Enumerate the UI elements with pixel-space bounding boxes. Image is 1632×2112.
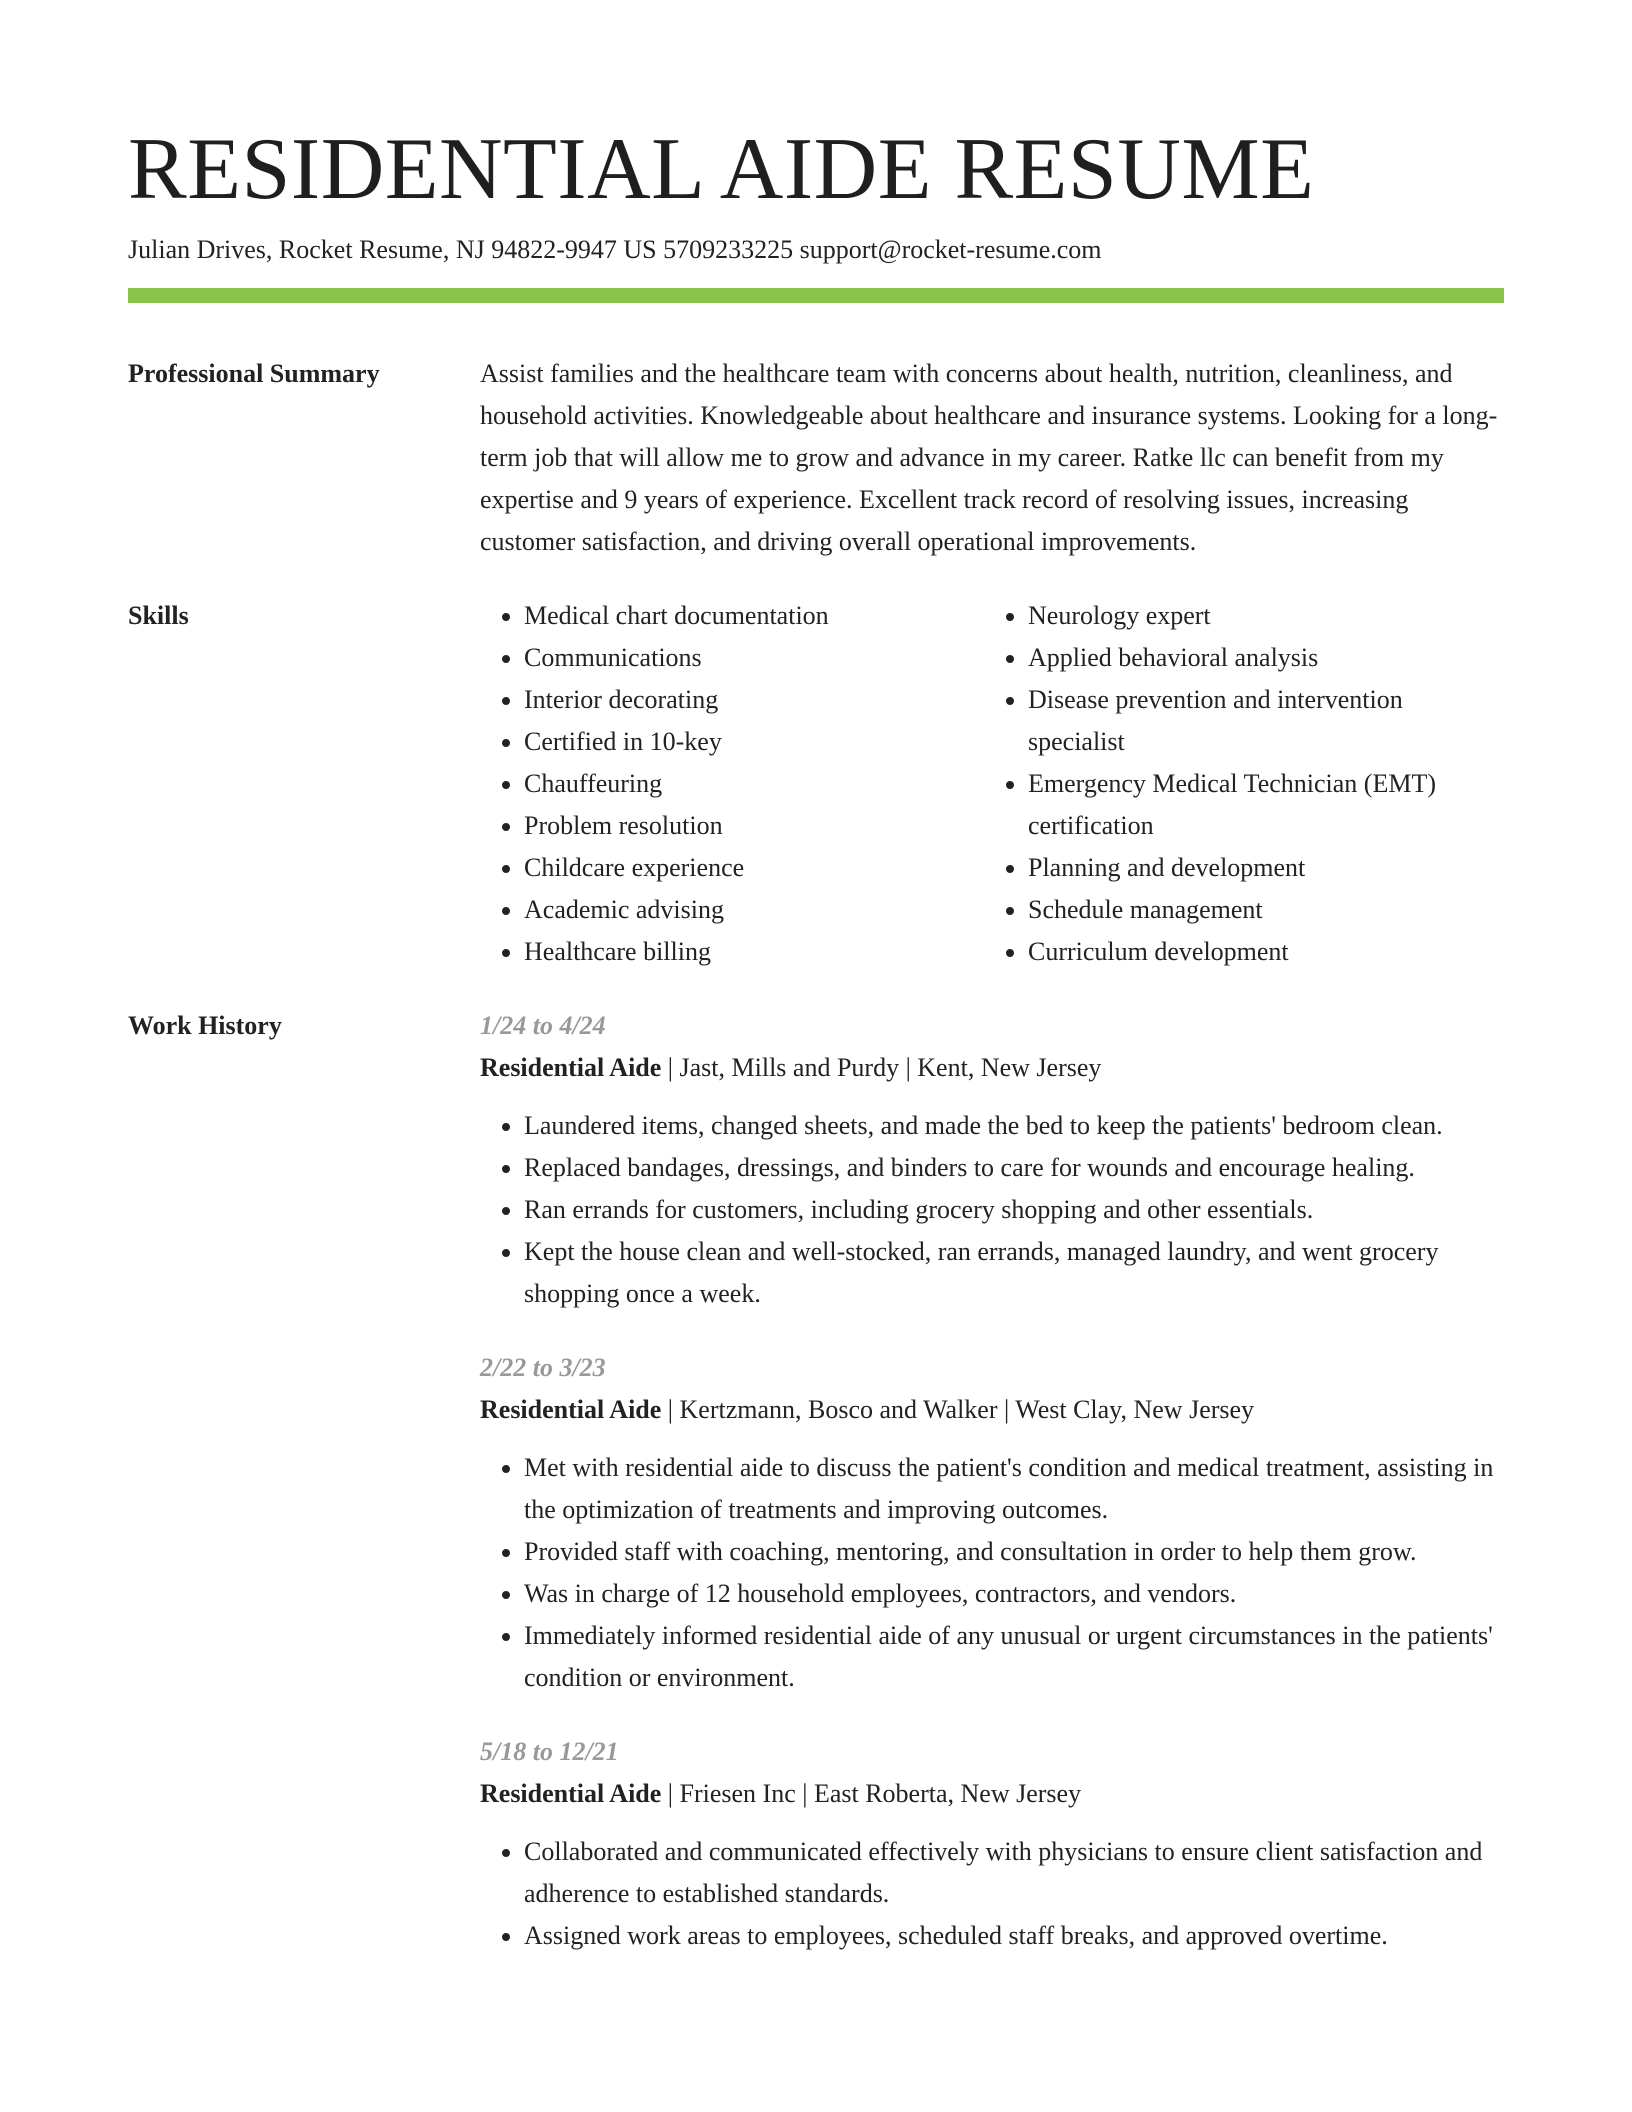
skill-item: • Schedule management [1028, 889, 1504, 931]
job-bullet: • Assigned work areas to employees, scheduled staff breaks, and approved overtime. [524, 1915, 1504, 1957]
skill-item: • Neurology expert [1028, 595, 1504, 637]
job-bullet: • Met with residential aide to discuss the patient's condition and medical treatment, assisting in the optimization of treatments and improving outcomes. [524, 1447, 1504, 1531]
job-bullet: • Kept the house clean and well-stocked, ran errands, managed laundry, and went grocery shopping once a week. [524, 1231, 1504, 1315]
section-label-skills: Skills [128, 601, 189, 630]
skills-columns [480, 595, 1504, 973]
job-bullet-list [480, 1831, 1504, 1957]
job-heading [480, 1047, 1504, 1089]
resume-title: RESIDENTIAL AIDE RESUME [128, 121, 1315, 218]
job-bullet-list [480, 1105, 1504, 1315]
job-bullet: • Provided staff with coaching, mentoring, and consultation in order to help them grow. [524, 1531, 1504, 1573]
skill-item: • Childcare experience [524, 847, 984, 889]
skill-item: • Certified in 10-key [524, 721, 984, 763]
job-employer-location: | Friesen Inc | East Roberta, New Jersey [661, 1779, 1082, 1808]
job-bullet: • Ran errands for customers, including grocery shopping and other essentials. [524, 1189, 1504, 1231]
section-label-summary: Professional Summary [128, 359, 380, 388]
job-heading [480, 1389, 1504, 1431]
job-dates: 5/18 to 12/21 [480, 1737, 619, 1766]
job-bullet-list [480, 1447, 1504, 1699]
skill-item: • Problem resolution [524, 805, 984, 847]
skills-list-left [480, 595, 984, 973]
skill-item: • Curriculum development [1028, 931, 1504, 973]
section-label-work-history: Work History [128, 1011, 282, 1040]
summary-text: Assist families and the healthcare team with concerns about health, nutrition, cleanliness, and household activities. Knowledgeable about healthcare and insurance systems. Looking for a long-term job that will allow me to grow and advance in my career. Ratke llc can benefit from my expertise and 9 years of experience. Excellent track record of resolving issues, increasing customer satisfaction, and driving overall operational improvements. [480, 359, 1498, 556]
job-title: Residential Aide [480, 1779, 662, 1808]
job-bullet: • Immediately informed residential aide of any unusual or urgent circumstances in the patients' condition or environment. [524, 1615, 1504, 1699]
accent-divider [128, 288, 1504, 303]
job-entry [480, 1731, 1504, 1957]
skill-item: • Chauffeuring [524, 763, 984, 805]
resume-page [128, 118, 1504, 1989]
job-employer-location: | Kertzmann, Bosco and Walker | West Clay, New Jersey [661, 1395, 1255, 1424]
work-history-section [128, 1005, 1504, 1989]
skill-item: • Disease prevention and intervention specialist [1028, 679, 1504, 763]
job-title: Residential Aide [480, 1053, 662, 1082]
skills-list-right [984, 595, 1504, 973]
professional-summary-section [128, 353, 1504, 563]
job-bullet: • Replaced bandages, dressings, and binders to care for wounds and encourage healing. [524, 1147, 1504, 1189]
job-dates: 1/24 to 4/24 [480, 1011, 606, 1040]
job-employer-location: | Jast, Mills and Purdy | Kent, New Jersey [661, 1053, 1102, 1082]
skill-item: • Applied behavioral analysis [1028, 637, 1504, 679]
job-bullet: • Laundered items, changed sheets, and made the bed to keep the patients' bedroom clean. [524, 1105, 1504, 1147]
work-history-body [480, 1005, 1504, 1989]
contact-line: Julian Drives, Rocket Resume, NJ 94822-9947 US 5709233225 support@rocket-resume.com [128, 235, 1102, 264]
skill-item: • Planning and development [1028, 847, 1504, 889]
job-entry [480, 1347, 1504, 1699]
job-title: Residential Aide [480, 1395, 662, 1424]
skill-item: • Medical chart documentation [524, 595, 984, 637]
job-heading [480, 1773, 1504, 1815]
skill-item: • Emergency Medical Technician (EMT) certification [1028, 763, 1504, 847]
skill-item: • Healthcare billing [524, 931, 984, 973]
job-dates: 2/22 to 3/23 [480, 1353, 606, 1382]
summary-body [480, 353, 1504, 563]
skill-item: • Academic advising [524, 889, 984, 931]
job-bullet: • Collaborated and communicated effectively with physicians to ensure client satisfaction and adherence to established standards. [524, 1831, 1504, 1915]
job-entry [480, 1005, 1504, 1315]
skills-section [128, 595, 1504, 973]
skill-item: • Interior decorating [524, 679, 984, 721]
job-bullet: • Was in charge of 12 household employees, contractors, and vendors. [524, 1573, 1504, 1615]
skill-item: • Communications [524, 637, 984, 679]
